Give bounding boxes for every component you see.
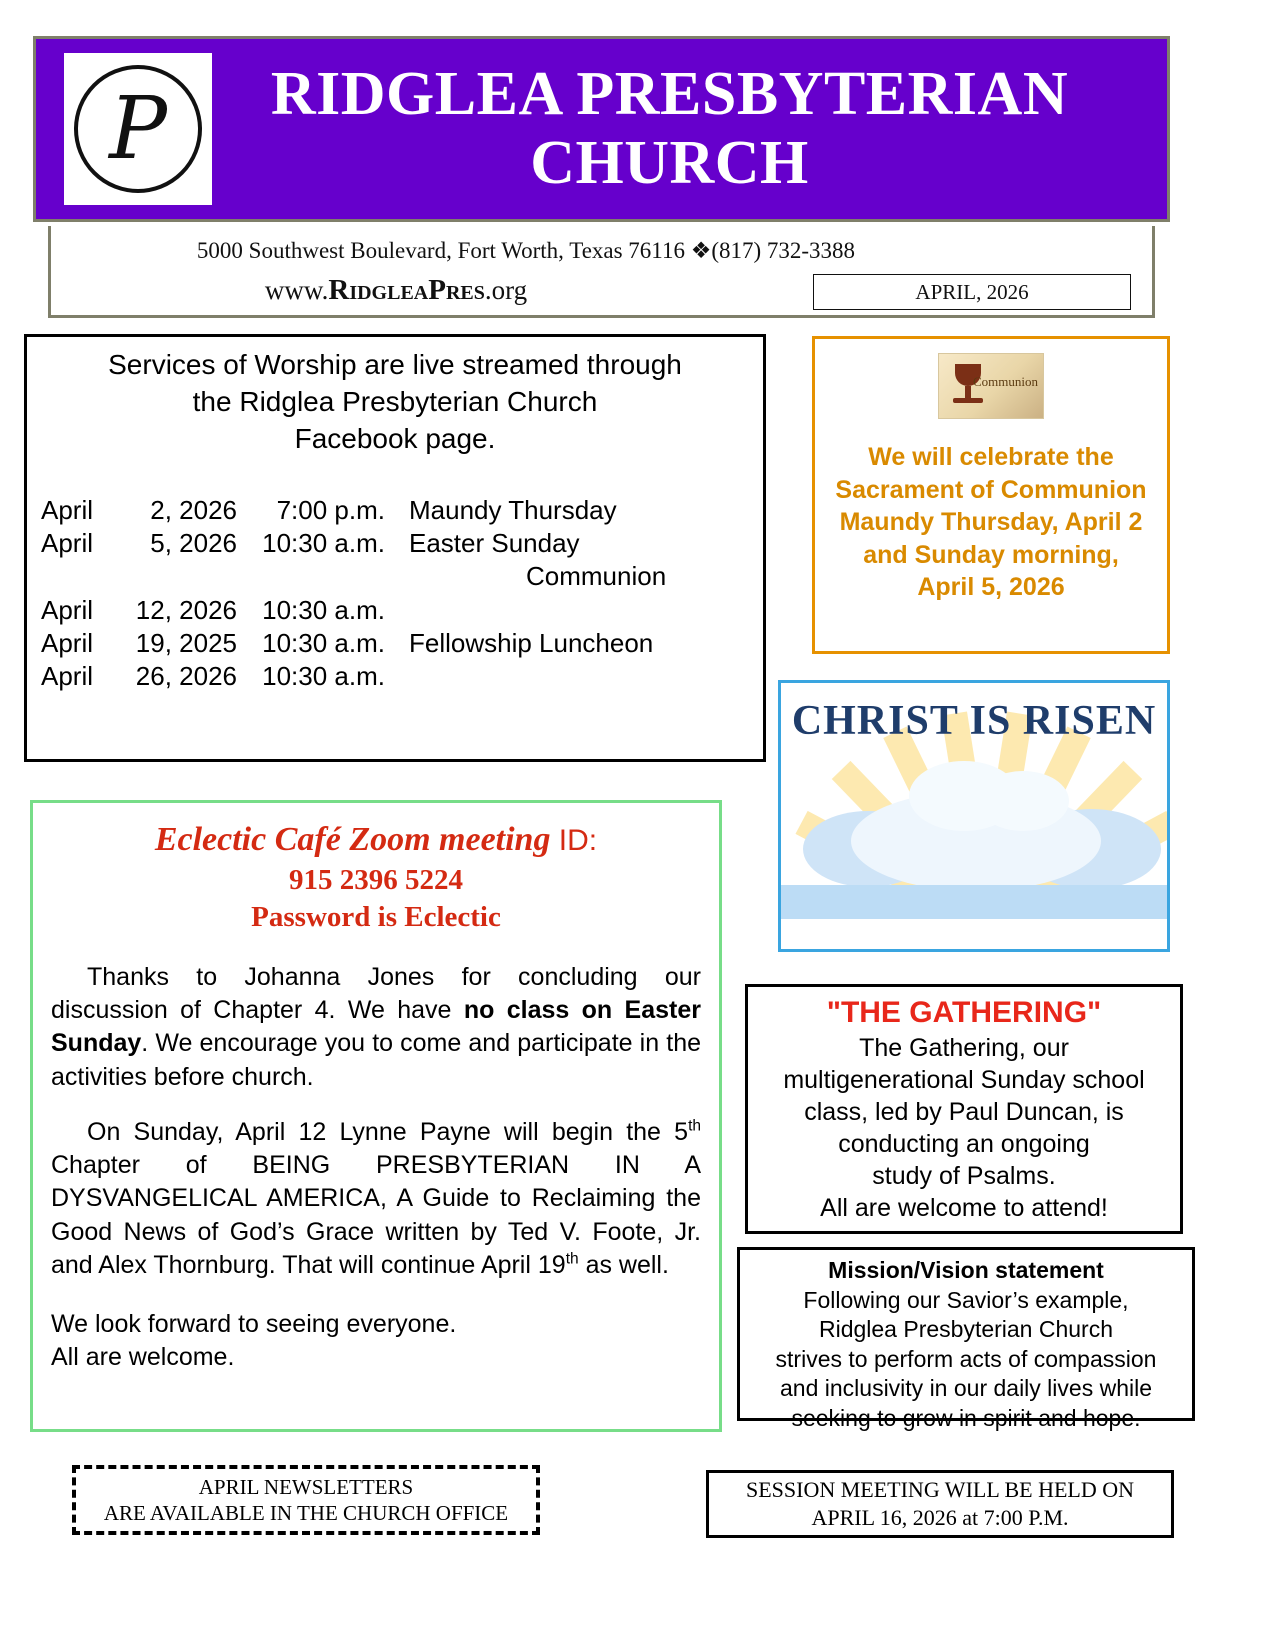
gathering-title: "THE GATHERING" bbox=[826, 996, 1102, 1029]
communion-line-2: Sacrament of Communion bbox=[835, 475, 1147, 504]
worship-heading-line-2: the Ridglea Presbyterian Church bbox=[192, 385, 598, 417]
session-meeting-notice bbox=[706, 1470, 1174, 1538]
communion-line-5: April 5, 2026 bbox=[917, 573, 1065, 601]
session-line-1: SESSION MEETING WILL BE HELD ON bbox=[745, 1476, 1135, 1502]
horizon-band bbox=[781, 885, 1167, 919]
schedule-month: April bbox=[41, 528, 94, 559]
schedule-time: 10:30 a.m. bbox=[262, 661, 385, 692]
address-band bbox=[48, 226, 1155, 318]
gathering-panel bbox=[745, 984, 1183, 1234]
eclectic-title-italic: Eclectic Café Zoom meeting bbox=[154, 821, 551, 858]
gathering-line-2: multigenerational Sunday school bbox=[783, 1066, 1145, 1094]
schedule-note: Fellowship Luncheon bbox=[409, 627, 654, 658]
zoom-password: Password is Eclectic bbox=[251, 901, 501, 934]
mission-line-3: strives to perform acts of compassion bbox=[775, 1345, 1157, 1372]
chalice-base-icon bbox=[953, 398, 983, 403]
schedule-month: April bbox=[41, 661, 94, 692]
gathering-text bbox=[748, 1032, 1180, 1224]
table-row bbox=[41, 527, 749, 560]
eclectic-p1-b: . We encourage you to come and participate in the activities before church. bbox=[51, 1029, 701, 1091]
website-suffix: .org bbox=[484, 275, 528, 305]
website-prefix: www. bbox=[264, 275, 329, 305]
schedule-month bbox=[41, 560, 119, 593]
mission-line-2: Ridglea Presbyterian Church bbox=[818, 1316, 1114, 1343]
session-line-2: APRIL 16, 2026 at 7:00 P.M. bbox=[811, 1505, 1069, 1530]
worship-schedule-panel bbox=[24, 334, 766, 762]
schedule-time: 7:00 p.m. bbox=[276, 494, 385, 525]
eclectic-title-rest: ID: bbox=[550, 824, 598, 857]
eclectic-p2-a: On Sunday, April 12 Lynne Payne will begin the 5 bbox=[87, 1117, 689, 1146]
schedule-month: April bbox=[41, 494, 94, 525]
eclectic-title bbox=[51, 819, 701, 862]
schedule-day bbox=[119, 560, 253, 593]
schedule-day: 19, 2025 bbox=[135, 627, 237, 658]
logo-monogram-icon bbox=[109, 79, 167, 179]
mission-line-4: and inclusivity in our daily lives while bbox=[780, 1375, 1152, 1402]
communion-line-4: and Sunday morning, bbox=[863, 540, 1119, 569]
newsletter-header bbox=[33, 36, 1170, 222]
issue-date-badge: APRIL, 2026 bbox=[813, 274, 1131, 310]
mission-line-5: seeking to grow in spirit and hope. bbox=[791, 1404, 1141, 1431]
eclectic-p2-b: Chapter of BEING PRESBYTERIAN IN A DYSVANGELICAL AMERICA, A Guide to Reclaiming the Good News of God’s Grace written by Ted V. Foote, Jr. and Alex Thornburg. That will continue April 19 bbox=[51, 1151, 701, 1279]
eclectic-p2-sup: th bbox=[688, 1117, 701, 1135]
table-row bbox=[41, 494, 749, 527]
worship-schedule-table bbox=[41, 494, 749, 694]
schedule-note: Maundy Thursday bbox=[409, 494, 617, 525]
risen-title: CHRIST IS RISEN bbox=[791, 698, 1157, 744]
table-row bbox=[41, 627, 749, 660]
eclectic-p2-sup2: th bbox=[565, 1250, 579, 1268]
logo-ring-icon bbox=[74, 65, 202, 193]
communion-line-3: Maundy Thursday, April 2 bbox=[839, 508, 1143, 536]
eclectic-paragraph-1 bbox=[51, 961, 701, 1094]
table-row bbox=[41, 660, 749, 693]
eclectic-closing bbox=[51, 1308, 701, 1375]
mission-title: Mission/Vision statement bbox=[828, 1257, 1104, 1283]
eclectic-cafe-panel bbox=[30, 800, 722, 1432]
schedule-day: 12, 2026 bbox=[135, 594, 237, 625]
church-logo bbox=[64, 53, 212, 205]
mission-line-1: Following our Savior’s example, bbox=[803, 1286, 1129, 1313]
newsletter-line-1: APRIL NEWSLETTERS bbox=[198, 1474, 414, 1499]
christ-is-risen-graphic bbox=[778, 680, 1170, 952]
communion-line-1: We will celebrate the bbox=[868, 443, 1114, 471]
worship-heading bbox=[41, 347, 749, 458]
newsletter-line-2: ARE AVAILABLE IN THE CHURCH OFFICE bbox=[103, 1501, 509, 1525]
mission-text bbox=[740, 1286, 1192, 1433]
schedule-note: Communion bbox=[526, 561, 667, 592]
gathering-line-1: The Gathering, our bbox=[859, 1034, 1069, 1062]
table-row bbox=[41, 560, 749, 593]
logo-letter: P bbox=[109, 79, 167, 179]
schedule-month: April bbox=[41, 627, 94, 658]
communion-panel bbox=[812, 336, 1170, 654]
schedule-time: 10:30 a.m. bbox=[262, 627, 385, 658]
schedule-note: Easter Sunday bbox=[409, 528, 580, 559]
cloud-icon bbox=[977, 771, 1069, 831]
schedule-note bbox=[399, 594, 749, 627]
table-row bbox=[41, 594, 749, 627]
gathering-line-4: conducting an ongoing bbox=[838, 1130, 1090, 1158]
eclectic-closing-line-1: We look forward to seeing everyone. bbox=[51, 1310, 457, 1339]
schedule-time: 10:30 a.m. bbox=[262, 528, 385, 559]
schedule-note bbox=[399, 660, 749, 693]
eclectic-paragraph-2 bbox=[51, 1116, 701, 1282]
gathering-line-6: All are welcome to attend! bbox=[820, 1194, 1108, 1222]
schedule-day: 2, 2026 bbox=[150, 494, 237, 525]
gathering-line-5: study of Psalms. bbox=[872, 1162, 1056, 1190]
eclectic-p1-a: Thanks to Johanna Jones for concluding our discussion of Chapter 4. We have bbox=[51, 962, 701, 1025]
newsletter-availability-notice bbox=[72, 1465, 540, 1535]
church-website bbox=[51, 274, 741, 307]
zoom-meeting-id: 915 2396 5224 bbox=[289, 863, 463, 896]
worship-heading-line-1: Services of Worship are live streamed through bbox=[108, 349, 682, 380]
page-title: RIDGLEA PRESBYTERIAN CHURCH bbox=[270, 59, 1069, 197]
eclectic-p1-bold: no class on Easter Sunday bbox=[51, 996, 701, 1058]
communion-text bbox=[815, 441, 1167, 604]
schedule-month: April bbox=[41, 594, 94, 625]
schedule-day: 5, 2026 bbox=[150, 528, 237, 559]
graphic-base bbox=[781, 919, 1167, 949]
eclectic-p2-c: as well. bbox=[578, 1250, 669, 1279]
gathering-line-3: class, led by Paul Duncan, is bbox=[804, 1098, 1124, 1126]
eclectic-closing-line-2: All are welcome. bbox=[51, 1343, 235, 1372]
schedule-time bbox=[253, 560, 399, 593]
website-name: RidgleaPres bbox=[328, 274, 485, 306]
mission-vision-panel bbox=[737, 1247, 1195, 1431]
worship-heading-line-3: Facebook page. bbox=[294, 422, 496, 454]
church-address: 5000 Southwest Boulevard, Fort Worth, Texas 76116 ❖(817) 732-3388 bbox=[196, 238, 856, 263]
communion-chalice-icon bbox=[938, 353, 1044, 419]
schedule-day: 26, 2026 bbox=[135, 661, 237, 692]
communion-image-label: Communion bbox=[973, 374, 1039, 389]
schedule-time: 10:30 a.m. bbox=[262, 594, 385, 625]
